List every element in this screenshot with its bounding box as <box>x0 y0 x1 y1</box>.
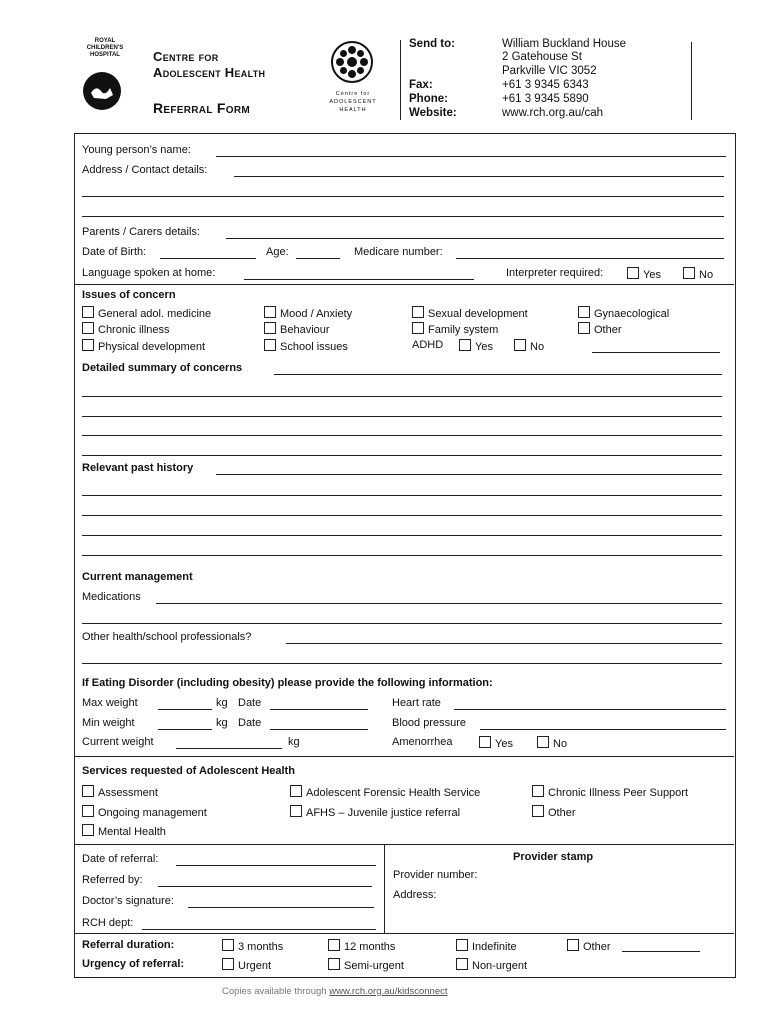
adhd-yes[interactable] <box>459 339 493 353</box>
issue-other-checkbox[interactable] <box>578 322 590 334</box>
service-forensic-label: Adolescent Forensic Health Service <box>306 787 481 799</box>
amenorrhea-yes-label: Yes <box>495 738 513 750</box>
duration-indefinite-label: Indefinite <box>472 941 517 953</box>
min-weight-kg: kg <box>216 717 228 729</box>
signature-label: Doctor’s signature: <box>82 895 174 907</box>
address-line-2: 2 Gatehouse St <box>502 51 582 63</box>
website-value[interactable]: www.rch.org.au/cah <box>502 107 603 119</box>
professionals-field[interactable] <box>286 643 722 644</box>
address-line-3: Parkville VIC 3052 <box>502 65 597 77</box>
interpreter-no-label: No <box>699 269 714 281</box>
summary-field[interactable] <box>274 374 722 375</box>
adhd-no[interactable] <box>514 339 544 353</box>
history-line[interactable] <box>82 515 722 516</box>
history-field[interactable] <box>216 474 722 475</box>
adhd-yes-checkbox[interactable] <box>459 339 471 351</box>
professionals-line-2[interactable] <box>82 663 722 664</box>
issue-other-field[interactable] <box>592 352 720 353</box>
service-ongoing-checkbox[interactable] <box>82 805 94 817</box>
referred-by-label: Referred by: <box>82 874 143 886</box>
service-juvenile[interactable] <box>290 805 460 819</box>
service-mental-health-label: Mental Health <box>98 826 166 838</box>
service-other-checkbox[interactable] <box>532 805 544 817</box>
address-field-2[interactable] <box>82 196 724 197</box>
provider-address-label: Address: <box>393 889 437 901</box>
issue-physical-checkbox[interactable] <box>82 339 94 351</box>
amenorrhea-no[interactable] <box>537 736 567 750</box>
issue-sexual-label: Sexual development <box>428 308 528 320</box>
issue-other-label: Other <box>594 324 622 336</box>
issue-mood-label: Mood / Anxiety <box>280 308 353 320</box>
section-divider-1 <box>74 284 734 285</box>
stamp-box-divider <box>384 845 385 933</box>
header-left-divider <box>400 40 401 120</box>
duration-12-months-checkbox[interactable] <box>328 939 340 951</box>
max-weight-date-label: Date <box>238 697 262 709</box>
header-right-divider <box>691 42 692 120</box>
phone-label: Phone: <box>409 93 448 105</box>
management-title: Current management <box>82 571 193 583</box>
language-field[interactable] <box>244 279 474 280</box>
service-assessment[interactable] <box>82 785 158 799</box>
duration-label: Referral duration: <box>82 939 175 951</box>
medicare-label: Medicare number: <box>354 246 443 258</box>
issue-gynae-label: Gynaecological <box>594 308 670 320</box>
issue-physical[interactable] <box>82 339 205 353</box>
dob-label: Date of Birth: <box>82 246 147 258</box>
blood-pressure-field[interactable] <box>480 729 726 730</box>
urgency-urgent-checkbox[interactable] <box>222 958 234 970</box>
urgency-non-urgent[interactable] <box>456 958 527 972</box>
age-label: Age: <box>266 246 289 258</box>
website-label: Website: <box>409 107 457 119</box>
phone-value: +61 3 9345 5890 <box>502 93 589 105</box>
history-line[interactable] <box>82 495 722 496</box>
service-mental-health[interactable] <box>82 824 166 838</box>
summary-label: Detailed summary of concerns <box>82 362 243 374</box>
issue-behaviour[interactable] <box>264 322 330 336</box>
issue-school[interactable] <box>264 339 348 353</box>
current-weight-label: Current weight <box>82 736 154 748</box>
issue-family[interactable] <box>412 322 498 336</box>
issue-chronic[interactable] <box>82 322 170 336</box>
min-weight-field[interactable] <box>158 729 212 730</box>
medications-field[interactable] <box>156 603 722 604</box>
issue-school-label: School issues <box>280 341 348 353</box>
cah-flower-icon <box>330 40 374 84</box>
issue-general[interactable] <box>82 306 211 320</box>
service-other[interactable] <box>532 805 576 819</box>
adhd-no-label: No <box>530 341 545 353</box>
form-title: Referral Form <box>153 100 251 116</box>
urgency-semi-urgent-label: Semi-urgent <box>344 960 404 972</box>
min-weight-date-field[interactable] <box>270 729 368 730</box>
referred-by-field[interactable] <box>158 886 372 887</box>
service-ongoing-label: Ongoing management <box>98 807 207 819</box>
urgency-non-urgent-checkbox[interactable] <box>456 958 468 970</box>
duration-3-months[interactable] <box>222 939 283 953</box>
duration-12-months[interactable] <box>328 939 395 953</box>
professionals-label: Other health/school professionals? <box>82 631 252 643</box>
provider-number-label: Provider number: <box>393 869 478 881</box>
eating-title: If Eating Disorder (including obesity) please provide the following information: <box>82 677 493 689</box>
heart-rate-label: Heart rate <box>392 697 441 709</box>
interpreter-no[interactable] <box>683 267 713 281</box>
dept-label: RCH dept: <box>82 917 134 929</box>
issue-school-checkbox[interactable] <box>264 339 276 351</box>
cah-logo-text: Centre for ADOLESCENT HEALTH <box>329 91 377 113</box>
duration-3-months-label: 3 months <box>238 941 284 953</box>
urgency-urgent[interactable] <box>222 958 271 972</box>
amenorrhea-no-label: No <box>553 738 568 750</box>
urgency-semi-urgent-checkbox[interactable] <box>328 958 340 970</box>
amenorrhea-yes-checkbox[interactable] <box>479 736 491 748</box>
hospital-logo-text: ROYAL CHILDREN'S HOSPITAL <box>86 38 124 58</box>
issue-general-checkbox[interactable] <box>82 306 94 318</box>
urgency-label: Urgency of referral: <box>82 958 185 970</box>
issue-sexual-checkbox[interactable] <box>412 306 424 318</box>
duration-other-checkbox[interactable] <box>567 939 579 951</box>
medicare-field[interactable] <box>456 258 724 259</box>
fax-label: Fax: <box>409 79 433 91</box>
urgency-non-urgent-label: Non-urgent <box>472 960 528 972</box>
interpreter-label: Interpreter required: <box>506 267 604 279</box>
service-assessment-checkbox[interactable] <box>82 785 94 797</box>
summary-line[interactable] <box>82 435 722 436</box>
blood-pressure-label: Blood pressure <box>392 717 466 729</box>
history-line[interactable] <box>82 535 722 536</box>
dept-field[interactable] <box>142 929 376 930</box>
urgency-semi-urgent[interactable] <box>328 958 404 972</box>
service-peer-support[interactable] <box>532 785 688 799</box>
referral-date-field[interactable] <box>176 865 376 866</box>
amenorrhea-label: Amenorrhea <box>392 736 453 748</box>
interpreter-yes-checkbox[interactable] <box>627 267 639 279</box>
hospital-logo <box>80 38 130 118</box>
max-weight-field[interactable] <box>158 709 212 710</box>
language-label: Language spoken at home: <box>82 267 216 279</box>
address-field[interactable] <box>234 176 724 177</box>
footer-copies-link[interactable]: www.rch.org.au/kidsconnect <box>329 986 448 997</box>
amenorrhea-yes[interactable] <box>479 736 513 750</box>
dob-field[interactable] <box>160 258 256 259</box>
issue-mood-checkbox[interactable] <box>264 306 276 318</box>
parents-field[interactable] <box>226 238 724 239</box>
duration-other-field[interactable] <box>622 951 700 952</box>
min-weight-label: Min weight <box>82 717 135 729</box>
max-weight-label: Max weight <box>82 697 138 709</box>
duration-indefinite[interactable] <box>456 939 517 953</box>
issue-other[interactable] <box>578 322 622 336</box>
interpreter-no-checkbox[interactable] <box>683 267 695 279</box>
service-forensic-checkbox[interactable] <box>290 785 302 797</box>
current-weight-kg: kg <box>288 736 300 748</box>
fax-value: +61 3 9345 6343 <box>502 79 589 91</box>
footer-copies-text: Copies available through <box>222 986 327 997</box>
issue-gynae-checkbox[interactable] <box>578 306 590 318</box>
service-forensic[interactable] <box>290 785 480 799</box>
interpreter-yes-label: Yes <box>643 269 661 281</box>
cah-logo <box>318 40 388 120</box>
service-other-label: Other <box>548 807 576 819</box>
stamp-title: Provider stamp <box>513 851 594 863</box>
service-peer-support-label: Chronic Illness Peer Support <box>548 787 689 799</box>
send-to-label: Send to: <box>409 38 455 50</box>
issue-behaviour-checkbox[interactable] <box>264 322 276 334</box>
section-divider-3 <box>74 844 734 845</box>
history-line[interactable] <box>82 555 722 556</box>
interpreter-yes[interactable] <box>627 267 661 281</box>
max-weight-kg: kg <box>216 697 228 709</box>
issues-title: Issues of concern <box>82 289 176 301</box>
referral-date-label: Date of referral: <box>82 853 159 865</box>
service-mental-health-checkbox[interactable] <box>82 824 94 836</box>
issue-chronic-checkbox[interactable] <box>82 322 94 334</box>
issue-gynae[interactable] <box>578 306 669 320</box>
name-label: Young person’s name: <box>82 144 191 156</box>
address-field-3[interactable] <box>82 216 724 217</box>
adhd-yes-label: Yes <box>475 341 493 353</box>
service-assessment-label: Assessment <box>98 787 158 799</box>
amenorrhea-no-checkbox[interactable] <box>537 736 549 748</box>
duration-3-months-checkbox[interactable] <box>222 939 234 951</box>
service-juvenile-checkbox[interactable] <box>290 805 302 817</box>
duration-indefinite-checkbox[interactable] <box>456 939 468 951</box>
max-weight-date-field[interactable] <box>270 709 368 710</box>
centre-title-2: Adolescent Health <box>153 65 266 80</box>
duration-other[interactable] <box>567 939 611 953</box>
issue-chronic-label: Chronic illness <box>98 324 170 336</box>
summary-line[interactable] <box>82 416 722 417</box>
service-juvenile-label: AFHS – Juvenile justice referral <box>306 807 461 819</box>
centre-title-1: Centre for <box>153 49 219 64</box>
address-label: Address / Contact details: <box>82 164 208 176</box>
address-line-1: William Buckland House <box>502 38 626 50</box>
adhd-no-checkbox[interactable] <box>514 339 526 351</box>
issue-family-checkbox[interactable] <box>412 322 424 334</box>
summary-line[interactable] <box>82 455 722 456</box>
medications-label: Medications <box>82 591 141 603</box>
service-ongoing[interactable] <box>82 805 207 819</box>
duration-12-months-label: 12 months <box>344 941 396 953</box>
duration-other-label: Other <box>583 941 611 953</box>
min-weight-date-label: Date <box>238 717 262 729</box>
history-label: Relevant past history <box>82 462 194 474</box>
parents-label: Parents / Carers details: <box>82 226 200 238</box>
age-field[interactable] <box>296 258 340 259</box>
name-field[interactable] <box>216 156 726 157</box>
issue-mood[interactable] <box>264 306 352 320</box>
section-divider-2 <box>74 756 734 757</box>
hospital-logo-icon <box>82 71 122 111</box>
issue-general-label: General adol. medicine <box>98 308 212 320</box>
urgency-urgent-label: Urgent <box>238 960 272 972</box>
adhd-label: ADHD <box>412 339 444 351</box>
heart-rate-field[interactable] <box>454 709 726 710</box>
issue-behaviour-label: Behaviour <box>280 324 330 336</box>
service-peer-support-checkbox[interactable] <box>532 785 544 797</box>
medications-line-2[interactable] <box>82 623 722 624</box>
stamp-box-bottom <box>74 933 734 934</box>
issue-family-label: Family system <box>428 324 499 336</box>
footer-copies <box>222 986 448 997</box>
issue-physical-label: Physical development <box>98 341 206 353</box>
summary-line[interactable] <box>82 396 722 397</box>
services-title: Services requested of Adolescent Health <box>82 765 295 777</box>
signature-field[interactable] <box>188 907 374 908</box>
issue-sexual[interactable] <box>412 306 528 320</box>
current-weight-field[interactable] <box>176 748 282 749</box>
